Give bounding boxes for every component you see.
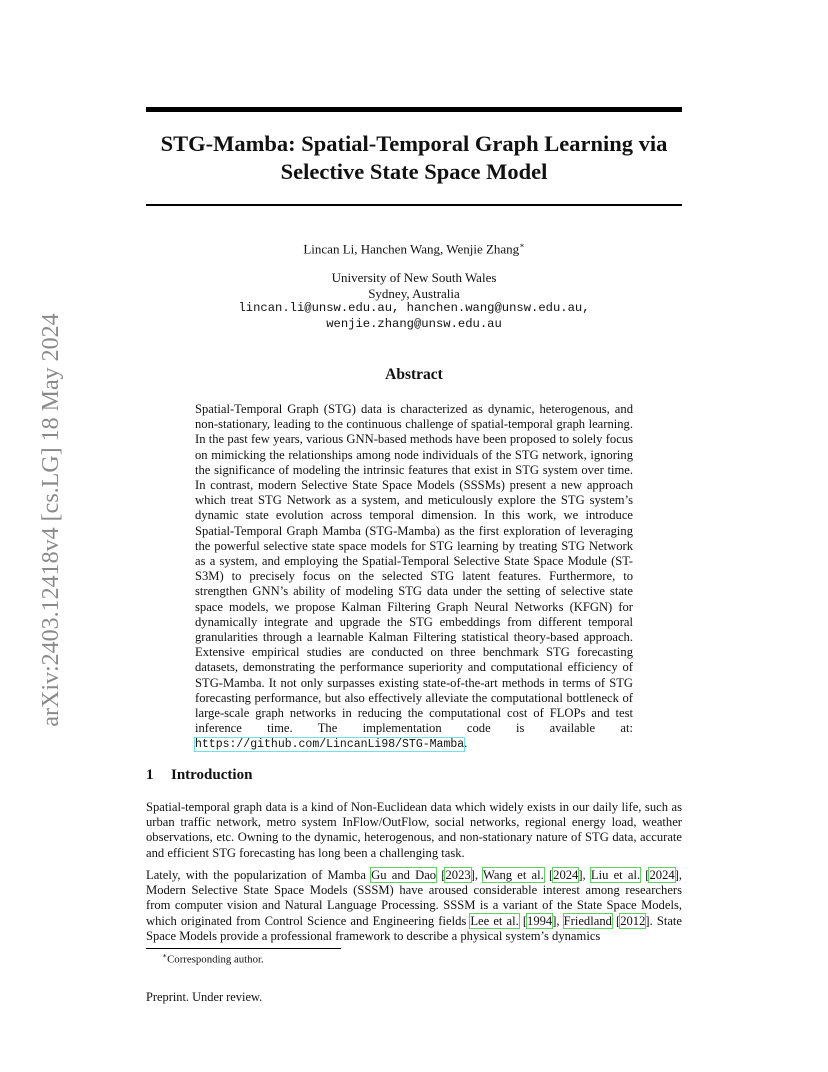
para2-text: [ — [543, 868, 554, 882]
citation-link[interactable]: Gu and Dao — [371, 868, 437, 882]
institution: University of New South Wales — [331, 270, 497, 285]
citation-year-link[interactable]: 2024 — [553, 868, 579, 882]
emails-line-2[interactable]: wenjie.zhang@unsw.edu.au — [326, 316, 502, 331]
section-heading-introduction — [146, 767, 252, 784]
author-list — [146, 241, 682, 257]
footnote-text: Corresponding author. — [167, 953, 264, 966]
citation-year-link[interactable]: 2023 — [445, 868, 471, 882]
para2-text: [ — [611, 913, 621, 928]
abstract-heading: Abstract — [385, 366, 443, 383]
abstract-body — [195, 402, 633, 753]
footnote-rule — [146, 948, 341, 949]
para2-text: ], — [552, 913, 564, 928]
corresponding-mark: ∗ — [519, 241, 525, 250]
emails-line-1[interactable]: lincan.li@unsw.edu.au, hanchen.wang@unsw.edu.au, — [238, 301, 590, 315]
intro-paragraph-1: Spatial-temporal graph data is a kind of Non-Euclidean data which widely exists in our daily life, such as urban traffic network, metro system InFlow/OutFlow, social networks, regional energy load, weather observations, etc. Owning to the dynamic, heterogenous, and non-stationary nature of STG data, accurate and efficient STG forecasting has long been a challenging task. — [146, 800, 682, 860]
authors-text: Lincan Li, Hanchen Wang, Wenjie Zhang — [303, 241, 520, 257]
para2-text: ], — [470, 868, 483, 882]
footnote — [162, 951, 264, 966]
citation-year-link[interactable]: 1994 — [527, 913, 553, 928]
title-top-rule — [146, 107, 682, 112]
location: Sydney, Australia — [368, 285, 460, 301]
citation-link[interactable]: Wang et al. — [482, 868, 544, 882]
footnote-mark: ∗ — [162, 951, 168, 960]
paper-title — [146, 130, 682, 186]
arxiv-stamp-text: arXiv:2403.12418v4 [cs.LG] 18 May 2024 — [38, 313, 64, 727]
title-bottom-rule — [146, 204, 682, 206]
para2-text: Lately, with the popularization of Mamba — [146, 868, 372, 882]
intro-paragraph-2 — [146, 868, 682, 944]
title-line-2: Selective State Space Model — [280, 159, 548, 184]
citation-link[interactable]: Liu et al. — [590, 868, 641, 882]
para2-text: ], — [578, 868, 591, 882]
affiliation-block — [146, 270, 682, 332]
citation-year-link[interactable]: 2012 — [620, 913, 646, 928]
title-line-1: STG-Mamba: Spatial-Temporal Graph Learning via — [160, 131, 668, 156]
para2-text: [ — [518, 913, 528, 928]
preprint-note: Preprint. Under review. — [146, 990, 263, 1004]
para2-text: ]. State Space Models provide a professional framework to describe a physical system’s dynamics — [146, 913, 682, 943]
citation-year-link[interactable]: 2024 — [649, 868, 675, 882]
citation-link[interactable]: Lee et al. — [470, 913, 519, 928]
para2-text: ], Modern Selective State Space Models (SSSM) have aroused considerable interest among researchers from computer vision and Natural Language Processing. SSSM is a variant of the State Space Models, which originated from Control Science and Engineering fields — [146, 868, 683, 928]
para2-text: [ — [436, 868, 446, 882]
section-title: Introduction — [171, 767, 253, 783]
code-url-link[interactable]: https://github.com/LincanLi98/STG-Mamba — [195, 738, 465, 752]
abstract-text: Spatial-Temporal Graph (STG) data is characterized as dynamic, heterogenous, and non-stationary, leading to the continuous challenge of spatial-temporal graph learning. In the past few years, various GNN-based methods have been proposed to solely focus on mimicking the relationships among node individuals of the STG network, ignoring the significance of modeling the intrinsic features that exist in STG system over time. In contrast, modern Selective State Space Models (SSSMs) present a new approach which treat STG Network as a system, and meticulously explore the STG system’s dynamic state evolution across temporal dimension. In this work, we introduce Spatial-Temporal Graph Mamba (STG-Mamba) as the first exploration of leveraging the powerful selective state space models for STG learning by treating STG Network as a system, and employing the Spatial-Temporal Selective State Space Module (ST-S3M) to precisely focus on the selected STG latent features. Furthermore, to strengthen GNN’s ability of modeling STG data under the setting of selective state space models, we propose Kalman Filtering Graph Neural Networks (KFGN) for dynamically integrate and upgrade the STG embeddings from different temporal granularities through a learnable Kalman Filtering statistical theory-based approach. Extensive empirical studies are conducted on three benchmark STG forecasting datasets, demonstrating the performance superiority and computational efficiency of STG-Mamba. It not only surpasses existing state-of-the-art methods in terms of STG forecasting performance, but also effectively alleviate the computational bottleneck of large-scale graph networks in reducing the computational cost of FLOPs and test inference time. The implementation code is available at: — [195, 402, 633, 736]
section-number: 1 — [146, 767, 154, 783]
para2-text: [ — [640, 868, 650, 882]
abstract-end: . — [464, 736, 468, 751]
citation-link[interactable]: Friedland — [563, 913, 612, 928]
